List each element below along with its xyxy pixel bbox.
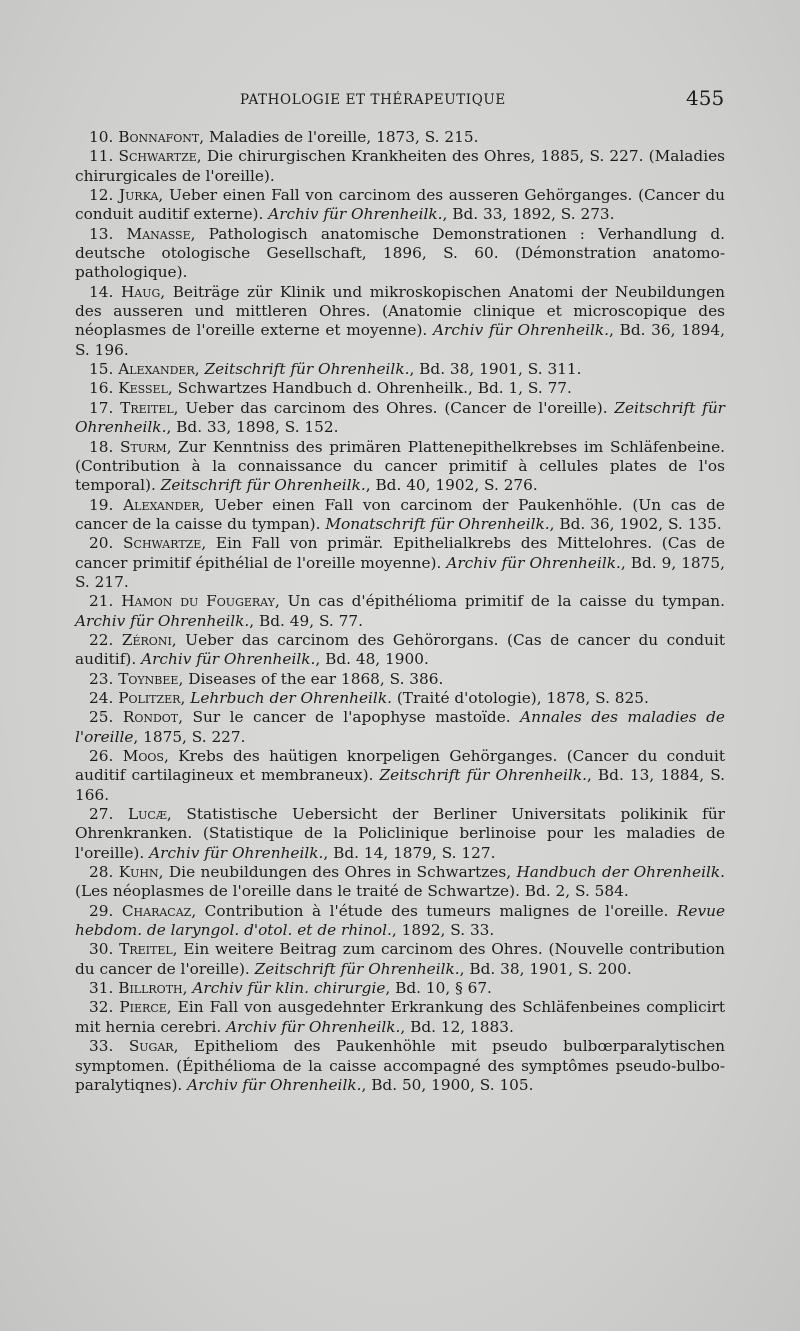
reference-journal: Archiv für Ohrenheilk.: [446, 553, 621, 572]
reference-number: 22.: [89, 630, 114, 649]
reference-text: , Bd. 49, S. 77.: [249, 611, 363, 630]
reference-entry: [75, 379, 725, 398]
reference-text: , Pathologisch anatomische Demonstrationen : Verhandlung d. deutsche otologische Gesellschaft, 1896, S. 60. (Démonstration anatomo-pathologique).: [75, 224, 725, 282]
reference-journal: Archiv für Ohrenheilk.: [187, 1075, 362, 1094]
reference-text: , Schwartzes Handbuch d. Ohrenheilk., Bd. 1, S. 77.: [167, 379, 572, 398]
reference-text: , Diseases of the ear 1868, S. 386.: [178, 669, 444, 688]
reference-author: Kessel: [118, 379, 168, 398]
reference-text: ,: [182, 979, 193, 998]
reference-text: , Die chirurgischen Krankheiten des Ohres, 1885, S. 227. (Maladies chirurgicales de l'oreille).: [75, 147, 725, 185]
reference-text: , Ueber das carcinom des Gehörorgans. (Cas de cancer du conduit auditif).: [75, 630, 725, 669]
reference-entry: [75, 1037, 725, 1095]
reference-entry: [75, 940, 725, 979]
reference-journal: Annales des maladies de l'oreille: [75, 708, 725, 746]
reference-entry: [75, 631, 725, 670]
reference-number: 31.: [89, 979, 114, 998]
reference-author: Characaz: [121, 901, 192, 920]
reference-number: 26.: [89, 747, 114, 765]
reference-journal: Zeitschrift für Ohrenheilk.: [75, 398, 725, 437]
reference-number: 23.: [89, 669, 114, 688]
reference-author: Toynbee: [118, 669, 179, 688]
reference-author: Sturm: [120, 437, 167, 456]
reference-entry: [75, 147, 725, 186]
reference-author: Rondot: [122, 708, 179, 727]
reference-number: 32.: [89, 998, 114, 1017]
reference-author: Schwartze: [123, 534, 202, 553]
reference-text: , Bd. 48, 1900.: [315, 650, 429, 669]
reference-number: 21.: [89, 592, 114, 611]
reference-number: 15.: [89, 360, 114, 379]
reference-number: 17.: [89, 398, 114, 417]
reference-journal: Archiv für Ohrenheilk.: [226, 1017, 401, 1036]
reference-entry: [75, 708, 725, 747]
reference-author: Treitel: [119, 940, 173, 959]
reference-journal: Handbuch der Ohrenheilk.: [516, 863, 725, 882]
reference-entry: [75, 979, 725, 998]
reference-text: , Ein Fall von ausgedehnter Erkrankung des Schläfenbeines complicirt mit hernia cerebri.: [75, 998, 725, 1036]
reference-entry: [75, 360, 725, 379]
reference-text: , Bd. 10, § 67.: [385, 979, 492, 998]
reference-author: Kuhn: [118, 863, 159, 882]
reference-text: , Ueber einen Fall von carcinom der Paukenhöhle. (Un cas de cancer de la caisse du tympan).: [75, 495, 725, 533]
reference-number: 30.: [89, 940, 114, 959]
reference-author: Manasse: [126, 224, 191, 243]
reference-author: Treitel: [120, 398, 174, 417]
reference-author: Lucæ: [128, 805, 167, 824]
reference-journal: Archiv für Ohrenheilk.: [433, 321, 609, 340]
reference-text: (Traité d'otologie), 1878, S. 825.: [391, 688, 649, 707]
reference-entry: [75, 902, 725, 941]
reference-entry: [75, 805, 725, 863]
reference-text: , Bd. 40, 1902, S. 276.: [365, 476, 538, 495]
reference-text: , Bd. 36, 1902, S. 135.: [549, 514, 722, 533]
reference-number: 10.: [89, 128, 114, 146]
reference-author: Sugar: [128, 1037, 174, 1056]
reference-journal: Zeitschrift für Ohrenheilk.: [204, 360, 410, 379]
reference-text: , Un cas d'épithélioma primitif de la caisse du tympan.: [274, 592, 725, 611]
reference-journal: Lehrbuch der Ohrenheilk.: [190, 688, 392, 707]
reference-text: , Ueber das carcinom des Ohres. (Cancer de l'oreille).: [173, 398, 615, 417]
reference-number: 29.: [89, 901, 114, 920]
reference-entry: [75, 670, 725, 689]
reference-text: , Bd. 13, 1884, S. 166.: [75, 766, 725, 804]
reference-journal: Archiv für Ohrenheilk.: [268, 205, 443, 224]
reference-text: , Ein weitere Beitrag zum carcinom des Ohres. (Nouvelle contribution du cancer de l'oreille).: [75, 940, 725, 978]
reference-author: Haug: [120, 282, 161, 301]
reference-author: Politzer: [118, 688, 181, 707]
reference-author: Moos: [122, 747, 164, 765]
page-number: 455: [686, 86, 725, 110]
reference-text: , Bd. 12, 1883.: [400, 1017, 514, 1036]
reference-text: , Zur Kenntniss des primären Plattenepithelkrebses im Schläfenbeine. (Contribution à la connaissance du cancer primitif à cellules plates de l'os temporal).: [75, 437, 725, 495]
reference-entry: [75, 689, 725, 708]
reference-journal: Monatschrift für Ohrenheilk.: [325, 514, 550, 533]
reference-journal: Zeitschrift für Ohrenheilk.: [379, 766, 587, 785]
reference-author: Alexander: [123, 495, 200, 514]
reference-number: 18.: [89, 437, 114, 456]
reference-text: , Bd. 36, 1894, S. 196.: [75, 321, 726, 359]
reference-journal: Archiv für Ohrenheilk.: [75, 611, 250, 630]
reference-journal: Zeitschrift für Ohrenheilk.: [254, 959, 460, 978]
reference-number: 24.: [89, 688, 114, 707]
reference-number: 28.: [89, 863, 114, 882]
reference-author: Alexander: [118, 360, 195, 379]
reference-text: , Krebs des haütigen knorpeligen Gehörganges. (Cancer du conduit auditif cartilagineux et membraneux).: [75, 747, 725, 785]
reference-text: , Bd. 38, 1901, S. 200.: [459, 959, 632, 978]
reference-text: , Bd. 33, 1892, S. 273.: [442, 205, 615, 224]
reference-entry: [75, 438, 725, 496]
reference-text: , Bd. 9, 1875, S. 217.: [75, 553, 725, 591]
reference-text: , Bd. 50, 1900, S. 105.: [361, 1075, 534, 1094]
reference-entry: [75, 399, 725, 438]
reference-number: 12.: [89, 186, 114, 205]
page-header: [0, 86, 800, 116]
reference-number: 20.: [89, 534, 114, 553]
reference-text: , Bd. 33, 1898, S. 152.: [166, 418, 339, 437]
reference-text: , Contribution à l'étude des tumeurs malignes de l'oreille.: [191, 901, 677, 920]
reference-author: Schwartze: [118, 147, 197, 166]
reference-journal: Zeitschrift für Ohrenheilk.: [160, 476, 366, 495]
reference-text: , Ein Fall von primär. Epithelialkrebs des Mittelohres. (Cas de cancer primitif épithélial de l'oreille moyenne).: [75, 534, 725, 572]
reference-number: 11.: [89, 147, 114, 166]
reference-text: , Sur le cancer de l'apophyse mastoïde.: [178, 708, 521, 727]
reference-entry: [75, 863, 725, 902]
reference-number: 16.: [89, 379, 114, 398]
reference-number: 14.: [89, 282, 114, 301]
reference-number: 19.: [89, 495, 114, 514]
reference-journal: Revue hebdom. de laryngol. d'otol. et de rhinol.: [75, 901, 725, 940]
reference-text: , Statistische Uebersicht der Berliner Universitats polikinik für Ohrenkranken. (Statistique de la Policlinique berlinoise pour les maladies de l'oreille).: [75, 805, 725, 862]
reference-text: , Epitheliom des Paukenhöhle mit pseudo bulbœrparalytischen symptomen. (Épithélioma de la caisse accompagné des symptômes pseudo-bulbo-paralytiqnes).: [75, 1037, 725, 1094]
reference-text: , Beiträge zür Klinik und mikroskopischen Anatomi der Neubildungen des ausseren und mittleren Ohres. (Anatomie clinique et microscopique des néoplasmes de l'oreille externe et moyenne).: [75, 282, 725, 340]
reference-entry: [75, 225, 725, 283]
reference-number: 27.: [89, 805, 114, 824]
reference-journal: Archiv für klin. chirurgie: [192, 979, 386, 998]
reference-author: Billroth: [118, 979, 183, 998]
reference-author: Zéroni: [121, 630, 172, 649]
reference-journal: Archiv für Ohrenheilk.: [149, 843, 324, 862]
reference-entry: [75, 998, 725, 1037]
reference-text: , 1892, S. 33.: [391, 921, 495, 940]
reference-entry: [75, 534, 725, 592]
reference-entry: [75, 592, 725, 631]
reference-number: 25.: [89, 708, 114, 727]
reference-entry: [75, 128, 725, 147]
reference-text: , Ueber einen Fall von carcinom des ausseren Gehörganges. (Cancer du conduit auditif externe).: [75, 186, 725, 224]
reference-text: , Bd. 38, 1901, S. 311.: [409, 360, 582, 379]
running-title: PATHOLOGIE ET THÉRAPEUTIQUE: [240, 92, 506, 108]
reference-author: Pierce: [119, 998, 167, 1017]
reference-list: [75, 128, 725, 1095]
reference-entry: [75, 283, 725, 360]
reference-text: , Maladies de l'oreille, 1873, S. 215.: [199, 128, 479, 146]
reference-author: Jurka: [119, 186, 159, 205]
reference-journal: Archiv für Ohrenheilk.: [141, 650, 316, 669]
reference-text: , 1875, S. 227.: [133, 727, 246, 746]
reference-text: , Bd. 14, 1879, S. 127.: [323, 843, 496, 862]
reference-number: 13.: [89, 224, 114, 243]
reference-number: 33.: [89, 1037, 114, 1056]
reference-author: Hamon du Fougeray: [121, 592, 275, 611]
reference-text: (Les néoplasmes de l'oreille dans le traité de Schwartze). Bd. 2, S. 584.: [75, 882, 629, 901]
reference-entry: [75, 747, 725, 805]
reference-text: ,: [194, 360, 205, 379]
reference-text: , Die neubildungen des Ohres in Schwartzes,: [158, 863, 517, 882]
reference-author: Bonnafont: [118, 128, 200, 146]
reference-entry: [75, 186, 725, 225]
reference-text: ,: [180, 688, 191, 707]
reference-entry: [75, 496, 725, 535]
